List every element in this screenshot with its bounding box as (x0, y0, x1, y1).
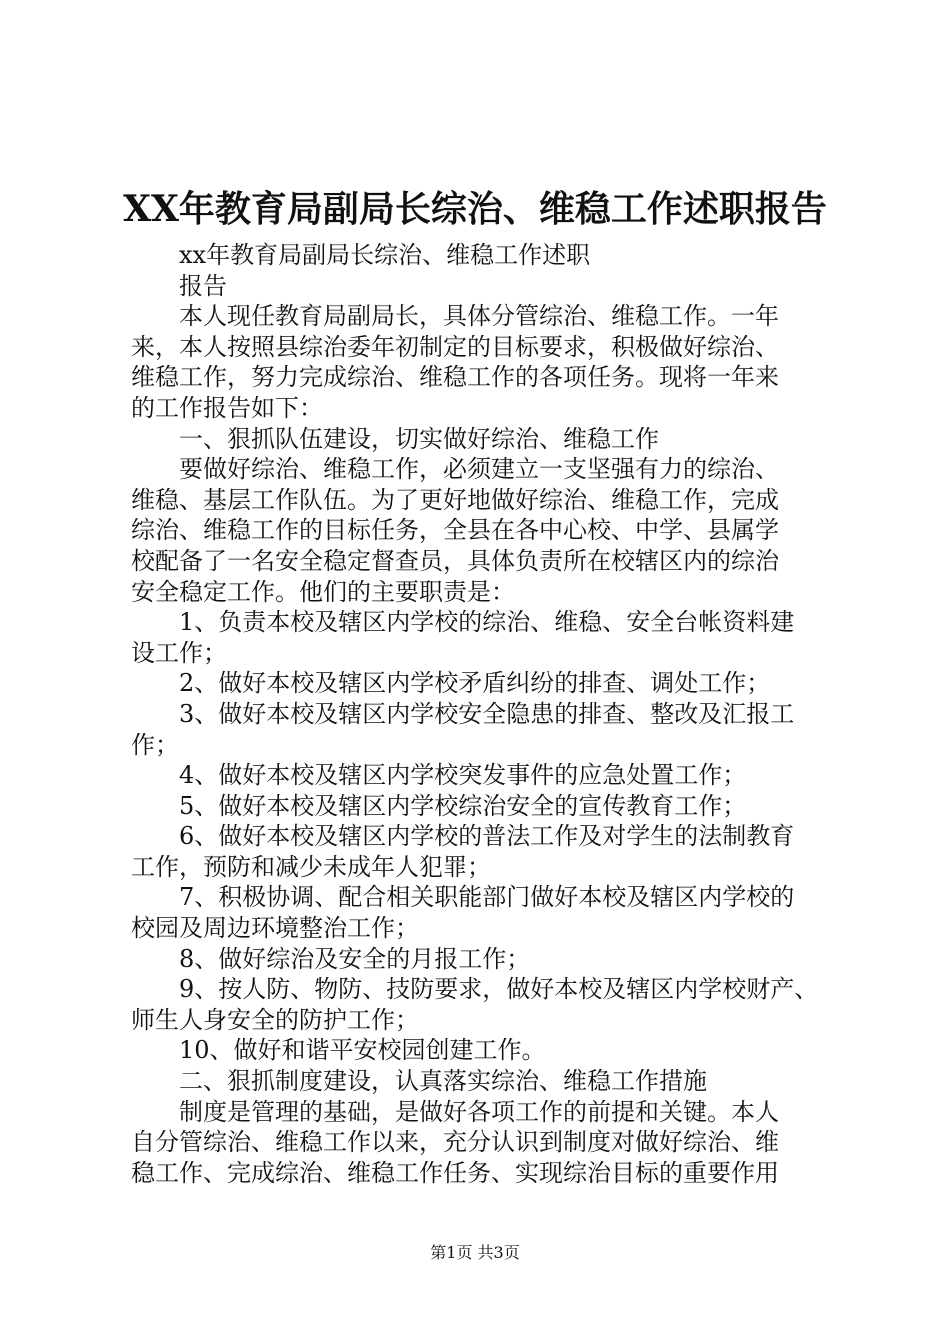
document-line: 10、做好和谐平安校园创建工作。 (179, 1036, 546, 1065)
document-line: 9、按人防、物防、技防要求，做好本校及辖区内学校财产、 (179, 975, 819, 1004)
document-line: 6、做好本校及辖区内学校的普法工作及对学生的法制教育 (179, 822, 795, 851)
document-line: 维稳工作，努力完成综治、维稳工作的各项任务。现将一年来 (131, 363, 779, 392)
document-line: 校配备了一名安全稳定督查员，具体负责所在校辖区内的综治 (131, 546, 779, 575)
document-body (131, 240, 836, 1188)
document-line: 二、狠抓制度建设，认真落实综治、维稳工作措施 (179, 1067, 707, 1096)
document-line: xx年教育局副局长综治、维稳工作述职 (179, 241, 591, 269)
document-line: 的工作报告如下： (131, 393, 323, 422)
document-line: 4、做好本校及辖区内学校突发事件的应急处置工作； (179, 761, 747, 790)
document-line: 5、做好本校及辖区内学校综治安全的宣传教育工作； (179, 791, 747, 820)
document-line: 自分管综治、维稳工作以来，充分认识到制度对做好综治、维 (131, 1128, 779, 1157)
document-line: 设工作； (131, 638, 227, 667)
document-line: 综治、维稳工作的目标任务，全县在各中心校、中学、县属学 (131, 516, 779, 545)
page-footer: 第1页 共3页 (430, 1243, 520, 1262)
document-line: 来，本人按照县综治委年初制定的目标要求，积极做好综治、 (131, 332, 779, 361)
document-line: 师生人身安全的防护工作； (131, 1005, 419, 1034)
document-line: 制度是管理的基础，是做好各项工作的前提和关键。本人 (179, 1097, 779, 1126)
document-line: 2、做好本校及辖区内学校矛盾纠纷的排查、调处工作； (179, 669, 771, 698)
document-line: 稳工作、完成综治、维稳工作任务、实现综治目标的重要作用 (131, 1158, 779, 1187)
document-line: 本人现任教育局副局长，具体分管综治、维稳工作。一年 (179, 302, 779, 331)
document-title: XX年教育局副局长综治、维稳工作述职报告 (123, 188, 827, 230)
document-line: 7、积极协调、配合相关职能部门做好本校及辖区内学校的 (179, 883, 795, 912)
document-line: 安全稳定工作。他们的主要职责是： (131, 577, 515, 606)
document-line: 3、做好本校及辖区内学校安全隐患的排查、整改及汇报工 (179, 699, 795, 728)
document-line: 8、做好综治及安全的月报工作； (179, 944, 531, 973)
document-line: 要做好综治、维稳工作，必须建立一支坚强有力的综治、 (179, 455, 779, 484)
document-line: 一、狠抓队伍建设，切实做好综治、维稳工作 (179, 424, 659, 453)
document-line: 1、负责本校及辖区内学校的综治、维稳、安全台帐资料建 (179, 608, 795, 637)
document-line: 报告 (179, 271, 227, 300)
document-line: 工作，预防和减少未成年人犯罪； (131, 852, 491, 881)
document-line: 作； (131, 730, 179, 759)
document-line: 校园及周边环境整治工作； (131, 914, 419, 943)
document-line: 维稳、基层工作队伍。为了更好地做好综治、维稳工作，完成 (131, 485, 779, 514)
